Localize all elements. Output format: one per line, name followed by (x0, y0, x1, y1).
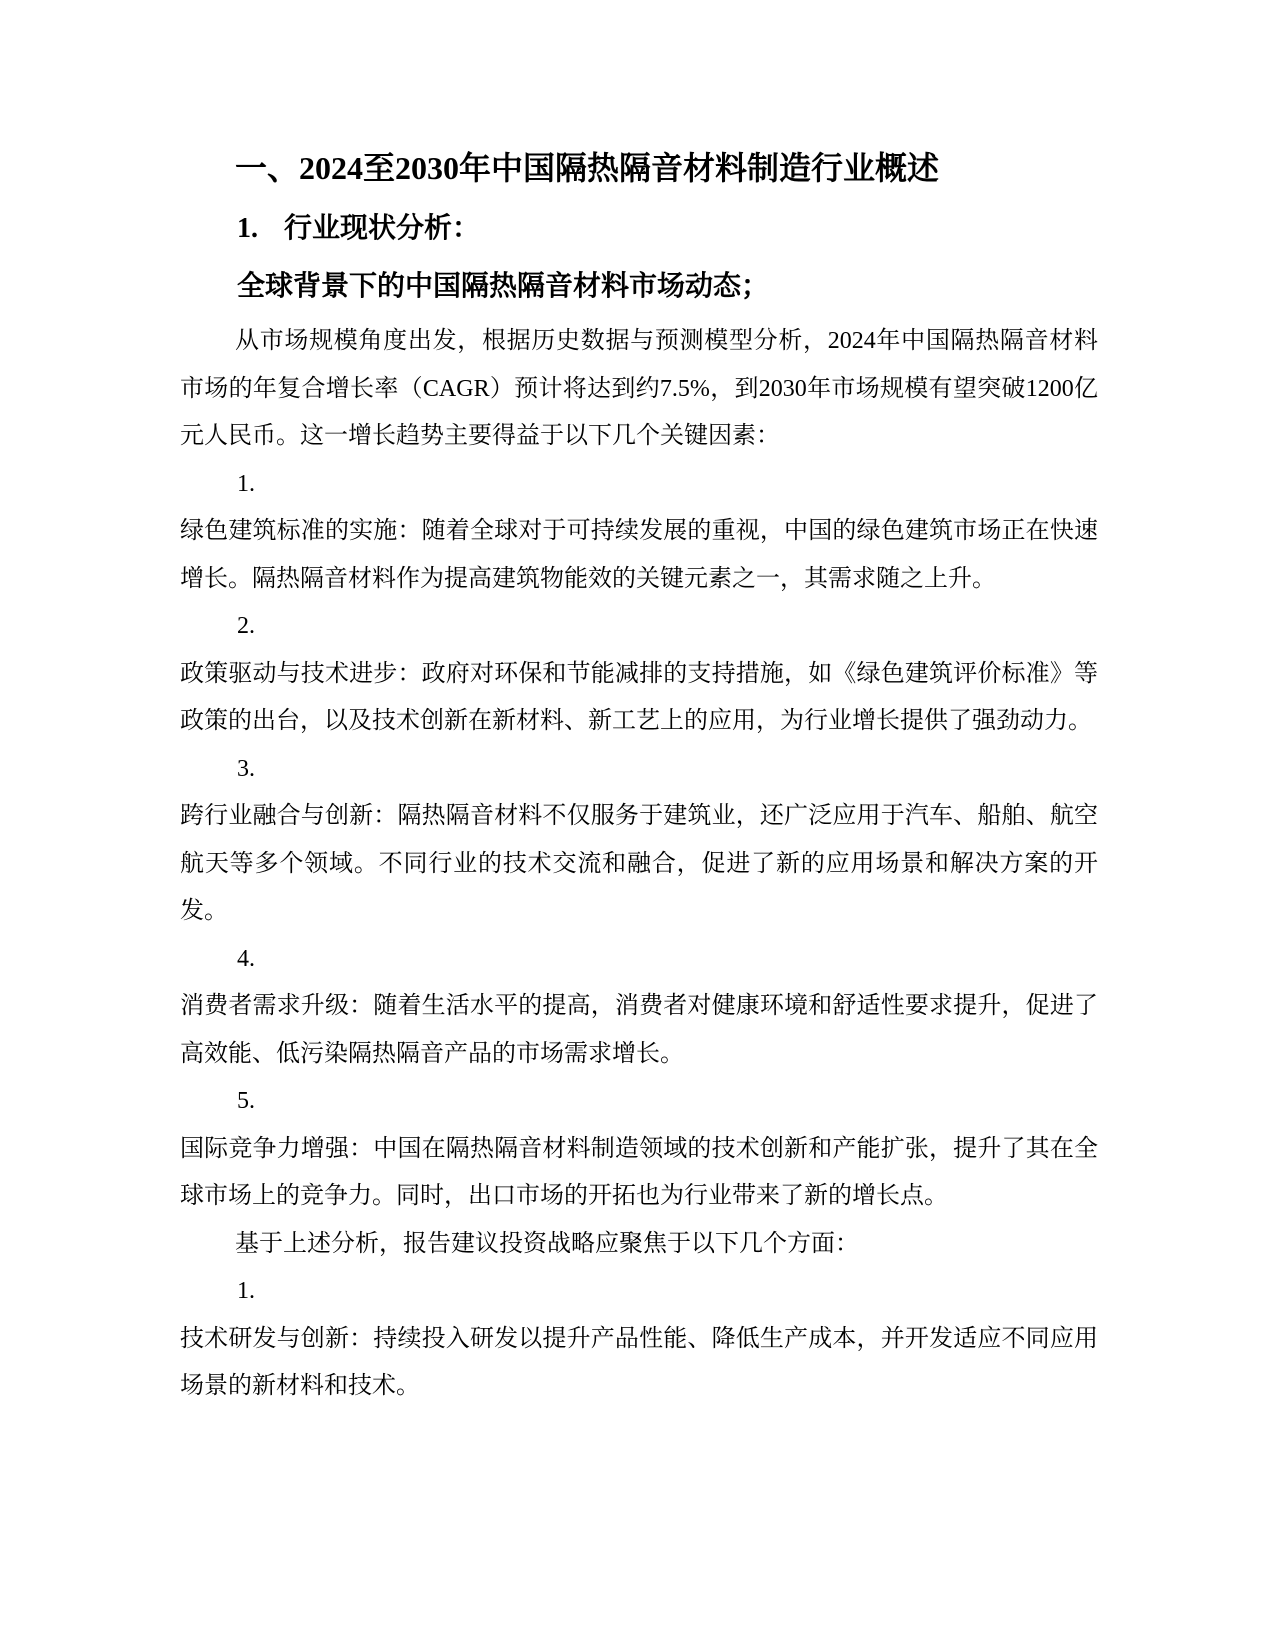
list-number: 1. (237, 1278, 255, 1304)
paragraph: 从市场规模角度出发，根据历史数据与预测模型分析，2024年中国隔热隔音材料市场的年复合增长率（CAGR）预计将达到约7.5%，到2030年市场规模有望突破1200亿元人民币。这一增长趋势主要得益于以下几个关键因素： (180, 328, 1098, 449)
paragraph: 政策驱动与技术进步：政府对环保和节能减排的支持措施，如《绿色建筑评价标准》等政策的出台，以及技术创新在新材料、新工艺上的应用，为行业增长提供了强劲动力。 (180, 660, 1098, 734)
paragraph: 技术研发与创新：持续投入研发以提升产品性能、降低生产成本，并开发适应不同应用场景的新材料和技术。 (180, 1325, 1098, 1399)
paragraph: 绿色建筑标准的实施：随着全球对于可持续发展的重视，中国的绿色建筑市场正在快速增长。隔热隔音材料作为提高建筑物能效的关键元素之一，其需求随之上升。 (180, 518, 1098, 592)
document-title: 一、2024至2030年中国隔热隔音材料制造行业概述 (235, 150, 940, 186)
paragraph: 跨行业融合与创新：隔热隔音材料不仅服务于建筑业，还广泛应用于汽车、船舶、航空航天等多个领域。不同行业的技术交流和融合，促进了新的应用场景和解决方案的开发。 (180, 803, 1098, 924)
list-number: 4. (237, 945, 255, 972)
section-label: 行业现状分析： (284, 213, 481, 244)
list-number: 2. (237, 613, 255, 639)
list-number: 3. (237, 755, 255, 782)
document-subheading: 全球背景下的中国隔热隔音材料市场动态； (237, 271, 770, 302)
list-number: 1. (237, 470, 255, 497)
list-number: 5. (237, 1088, 255, 1114)
section-number: 1. (237, 213, 258, 244)
section-heading (180, 214, 1098, 244)
paragraph: 消费者需求升级：随着生活水平的提高，消费者对健康环境和舒适性要求提升，促进了高效能、低污染隔热隔音产品的市场需求增长。 (180, 993, 1098, 1067)
paragraph: 基于上述分析，报告建议投资战略应聚焦于以下几个方面： (235, 1230, 859, 1257)
paragraph: 国际竞争力增强：中国在隔热隔音材料制造领域的技术创新和产能扩张，提升了其在全球市场上的竞争力。同时，出口市场的开拓也为行业带来了新的增长点。 (180, 1135, 1098, 1209)
document-body (180, 318, 1098, 1411)
